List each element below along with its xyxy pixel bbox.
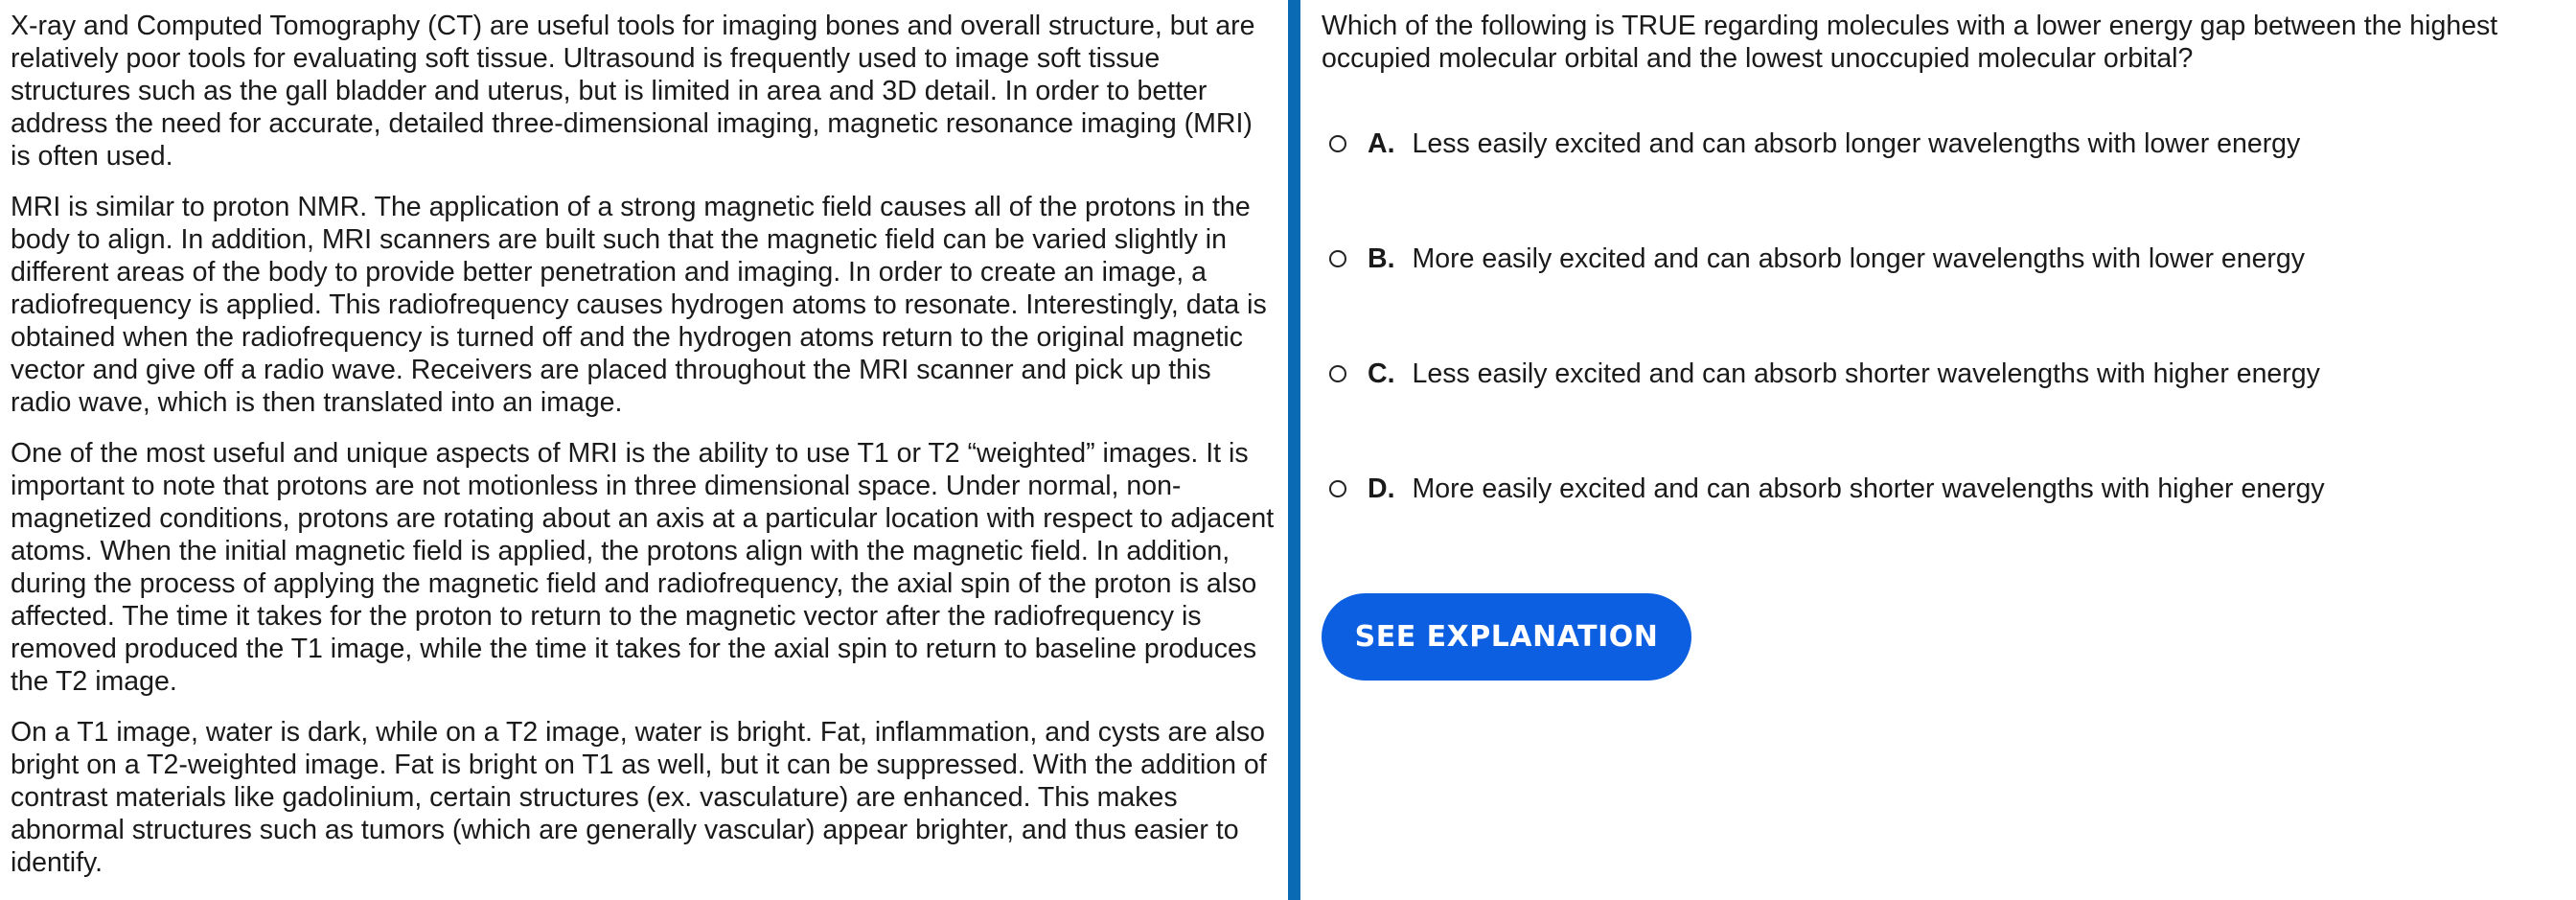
answer-choice-b[interactable] [1322, 234, 2567, 284]
answer-choices [1322, 119, 2567, 514]
choice-letter: A. [1368, 127, 1395, 159]
choice-letter: C. [1368, 358, 1395, 389]
choice-text: Less easily excited and can absorb longer wavelengths with lower energy [1412, 127, 2301, 159]
radio-button-icon[interactable] [1329, 250, 1346, 267]
choice-text: Less easily excited and can absorb shorter wavelengths with higher energy [1412, 358, 2320, 389]
panel-divider [1288, 0, 1300, 900]
passage-paragraph: One of the most useful and unique aspects of MRI is the ability to use T1 or T2 “weighted” images. It is important to note that protons are not motionless in three dimensional space. Under normal, non-magnetized conditions, protons are rotating about an axis at a particular location with respect to adjacent atoms. When the initial magnetic field is applied, the protons align with the magnetic field. In addition, during the process of applying the magnetic field and radiofrequency, the axial spin of the proton is also affected. The time it takes for the proton to return to the magnetic vector after the radiofrequency is removed produced the T1 image, while the time it takes for the axial spin to return to baseline produces the T2 image. [11, 438, 1275, 697]
radio-button-icon[interactable] [1329, 480, 1346, 497]
choice-text: More easily excited and can absorb longer wavelengths with lower energy [1412, 242, 2306, 274]
answer-choice-d[interactable] [1322, 464, 2567, 514]
passage-paragraph: X-ray and Computed Tomography (CT) are useful tools for imaging bones and overall structure, but are relatively poor tools for evaluating soft tissue. Ultrasound is frequently used to image soft tissue structures such as the gall bladder and uterus, but is limited in area and 3D detail. In order to better address the need for accurate, detailed three-dimensional imaging, magnetic resonance imaging (MRI) is often used. [11, 11, 1255, 172]
answer-choice-a[interactable] [1322, 119, 2567, 169]
passage-paragraph: On a T1 image, water is dark, while on a T2 image, water is bright. Fat, inflammation, and cysts are also bright on a T2-weighted image. Fat is bright on T1 as well, but it can be suppressed. With the addition of contrast materials like gadolinium, certain structures (ex. vasculature) are enhanced. This makes abnormal structures such as tumors (which are generally vascular) appear brighter, and thus easier to identify. [11, 717, 1267, 878]
choice-text: More easily excited and can absorb shorter wavelengths with higher energy [1412, 473, 2325, 504]
choice-letter: B. [1368, 242, 1395, 274]
reading-passage [11, 10, 1276, 897]
question-stem: Which of the following is TRUE regarding molecules with a lower energy gap between the highest occupied molecular orbital and the lowest unoccupied molecular orbital? [1322, 11, 2498, 74]
passage-paragraph: MRI is similar to proton NMR. The application of a strong magnetic field causes all of the protons in the body to align. In addition, MRI scanners are built such that the magnetic field can be varied slightly in different areas of the body to provide better penetration and imaging. In order to create an image, a radiofrequency is applied. This radiofrequency causes hydrogen atoms to resonate. Interestingly, data is obtained when the radiofrequency is turned off and the hydrogen atoms return to the original magnetic vector and give off a radio wave. Receivers are placed throughout the MRI scanner and pick up this radio wave, which is then translated into an image. [11, 192, 1267, 418]
answer-choice-c[interactable] [1322, 349, 2567, 399]
choice-letter: D. [1368, 473, 1395, 504]
radio-button-icon[interactable] [1329, 135, 1346, 152]
question-panel [1322, 10, 2567, 654]
see-explanation-button[interactable]: SEE EXPLANATION [1322, 593, 1691, 681]
radio-button-icon[interactable] [1329, 365, 1346, 382]
